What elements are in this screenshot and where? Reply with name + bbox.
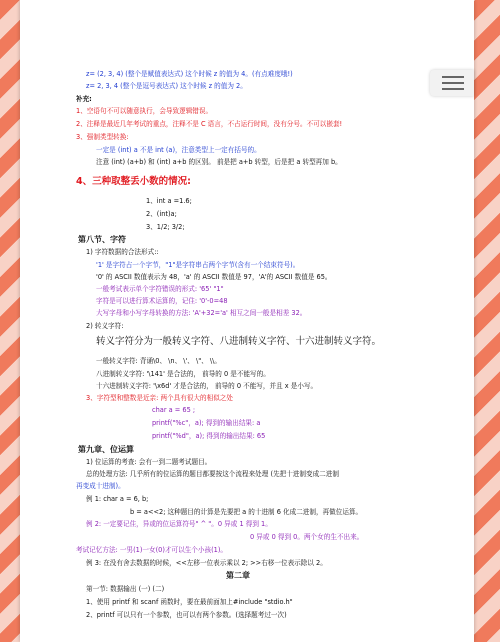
menu-bar: [442, 88, 464, 90]
section-9-title: 第九章、位运算: [78, 445, 134, 454]
chapter-2-item-2: 2、printf 可以只有一个参数，也可以有两个参数。(选择题考过一次): [86, 611, 287, 619]
code-printf-d: printf("%d"，a); 得到的输出结果: 65: [152, 432, 266, 440]
truncate-case-1: 1、int a =1.6;: [146, 197, 192, 205]
ascii-values-line: '0' 的 ASCII 数值表示为 48，'a' 的 ASCII 数值是 97，'A'的 ASCII 数值是 65。: [96, 273, 332, 281]
bitop-method-line: 总的处理方法: 几乎所有的位运算的题目都要按这个流程来处理 (先把十进制变成二进制: [86, 470, 339, 478]
example-2-b: 0 异或 0 得到 0。两个女的生不出来。: [250, 533, 364, 541]
menu-bar: [442, 82, 464, 84]
example-1-b: b = a<<2; 这种题目的计算是先要把 a 的十进制 6 化成二进制，再做位运算。: [130, 508, 363, 516]
escape-octal-line: 八进制转义字符: '\141' 是合法的， 前导的 0 是不能写的。: [96, 370, 270, 378]
truncate-case-3: 3、1/2; 3/2;: [146, 223, 185, 231]
example-1-a: 例 1: char a = 6, b;: [86, 495, 149, 503]
hamburger-menu-icon[interactable]: [430, 70, 474, 96]
chapter-2-sub: 第一节: 数据输出 (一) (二): [86, 585, 165, 593]
escape-general-line: 一般转义字符: 背诵\0、 \n、 \'、 \"、 \\。: [96, 357, 221, 365]
z-comma-line: z= 2, 3, 4 (整个是逗号表达式) 这个时候 z 的值为 2。: [86, 82, 247, 90]
section-8-sub-1: 1) 字符数据的合法形式::: [86, 248, 159, 256]
code-char-a: char a = 65 ;: [152, 406, 196, 414]
supplement-item-2: 2、注释是最近几年考试的重点，注释不是 C 语言，不占运行时间，没有分号。不可以嵌套!: [76, 120, 343, 128]
chapter-2-title: 第二章: [226, 571, 250, 580]
section-9-sub-1: 1) 位运算的考查: 会有一到二题考试题目。: [86, 458, 212, 466]
memory-tip-line: 考试记忆方法: 一男(1)一女(0)才可以生个小孩(1)。: [76, 546, 228, 554]
section-8-sub-3: 3、字符型和整数是近亲: 两个具有很大的相似之处: [86, 394, 233, 402]
supplement-item-4: 4、三种取整丢小数的情况:: [76, 176, 191, 187]
char-arith-line: 字符是可以进行算术运算的，记住: '0'-0=48: [96, 297, 228, 305]
cast-note-1: 一定是 (int) a 不是 int (a)，注意类型上一定有括号的。: [96, 146, 261, 154]
document-page: [20, 0, 474, 642]
chapter-2-item-1: 1、使用 printf 和 scanf 函数时，要在最前面加上#include "stdio.h": [86, 598, 293, 606]
bitop-method-line-2: 再变成十进制)。: [76, 482, 125, 490]
escape-hex-line: 十六进制转义字符: '\x6d' 才是合法的， 前导的 0 不能写，并且 x 是小写。: [96, 382, 318, 390]
char-error-forms-line: 一般考试表示单个字符错误的形式: '65' "1": [96, 285, 224, 293]
supplement-item-1: 1、空语句不可以随意执行，会导致逻辑错误。: [76, 107, 213, 115]
case-convert-line: 大写字母和小写字母转换的方法: 'A'+32='a' 相互之间一般是相差 32。: [96, 309, 307, 317]
supplement-title: 补充:: [76, 95, 92, 103]
section-8-title: 第八节、字符: [78, 235, 126, 244]
supplement-item-3: 3、强制类型转换:: [76, 133, 129, 141]
truncate-case-2: 2、(int)a;: [146, 210, 177, 218]
section-8-sub-2: 2) 转义字符:: [86, 322, 124, 330]
z-assign-line: z= (2, 3, 4) (整个是赋值表达式) 这个时候 z 的值为 4。(有点难度哦!): [86, 70, 293, 78]
char-vs-string-line: '1' 是字符占一个字节，"1"是字符串占两个字节(含有一个结束符号)。: [96, 261, 300, 269]
example-3: 例 3: 在没有舍去数据的时候，<<左移一位表示乘以 2; >>右移一位表示除以 2。: [86, 559, 327, 567]
example-2-a: 例 2: 一定要记住，异或的位运算符号" ^ "。0 异或 1 得到 1。: [86, 520, 272, 528]
code-printf-c: printf("%c"，a); 得到的输出结果: a: [152, 419, 261, 427]
cast-note-2: 注意 (int) (a+b) 和 (int) a+b 的区别。 前是把 a+b 转型，后是把 a 转型再加 b。: [96, 158, 342, 166]
escape-kinds-line: 转义字符分为一般转义字符、八进制转义字符、十六进制转义字符。: [96, 336, 382, 347]
menu-bar: [442, 76, 464, 78]
